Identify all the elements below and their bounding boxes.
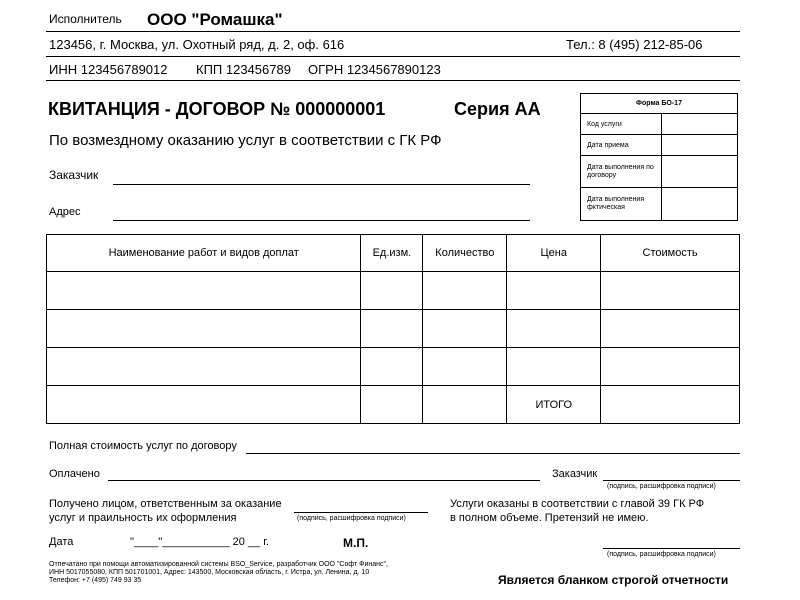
- services-table: [46, 234, 740, 424]
- executor-label: Исполнитель: [49, 12, 122, 26]
- services-line2: в полном объеме. Претензий не имею.: [450, 512, 649, 524]
- divider: [46, 31, 740, 32]
- header-unit: Ед.изм.: [361, 235, 423, 272]
- executor-kpp: КПП 123456789: [196, 62, 291, 77]
- executor-inn: ИНН 123456789012: [49, 62, 168, 77]
- header-quantity: Количество: [423, 235, 507, 272]
- divider: [46, 56, 740, 57]
- customer-sign-field-2[interactable]: [603, 548, 740, 549]
- sign-caption-right: (подпись, расшифровка подписи): [607, 551, 716, 558]
- header-price: Цена: [507, 235, 601, 272]
- form-row-label: Дата выполнения фктическая: [587, 196, 645, 211]
- paid-field[interactable]: [108, 480, 540, 481]
- executor-name: ООО "Ромашка": [147, 10, 283, 29]
- full-cost-label: Полная стоимость услуг по договору: [49, 440, 237, 452]
- printed-line3: Телефон: +7 (495) 749 93 35: [49, 577, 142, 584]
- form-row-accept-date[interactable]: [581, 135, 737, 156]
- executor-address: 123456, г. Москва, ул. Охотный ряд, д. 2, оф. 616: [49, 37, 345, 52]
- header-cost: Стоимость: [601, 235, 740, 272]
- date-field[interactable]: "____"___________ 20 __ г.: [130, 536, 269, 548]
- receipt-title: КВИТАНЦИЯ - ДОГОВОР № 000000001: [48, 99, 386, 119]
- form-row-actual-date[interactable]: [581, 188, 737, 221]
- paid-label: Оплачено: [49, 468, 100, 480]
- sign-caption-mid: (подпись, расшифровка подписи): [297, 515, 406, 522]
- receipt-subtitle: По возмездному оказанию услуг в соответствии с ГК РФ: [49, 132, 442, 149]
- table-total-row[interactable]: [47, 386, 740, 424]
- address-field[interactable]: [113, 220, 530, 221]
- customer-label: Заказчик: [49, 168, 99, 182]
- table-row[interactable]: [47, 310, 740, 348]
- receipt-series: Серия АА: [454, 99, 541, 119]
- form-bo17-box: [580, 93, 738, 221]
- table-row[interactable]: [47, 348, 740, 386]
- customer-sign-field[interactable]: [603, 480, 740, 481]
- total-value-cell[interactable]: [601, 386, 740, 424]
- form-row-contract-date[interactable]: [581, 156, 737, 188]
- strict-report-label: Является бланком строгой отчетности: [498, 573, 729, 587]
- footer-customer-label: Заказчик: [552, 468, 598, 480]
- received-line1: Получено лицом, ответственным за оказание: [49, 498, 282, 510]
- full-cost-field[interactable]: [246, 453, 740, 454]
- sign-caption: (подпись, расшифровка подписи): [607, 483, 716, 490]
- received-line2: услуг и праильность их оформления: [49, 512, 237, 524]
- executor-phone: Тел.: 8 (495) 212-85-06: [566, 37, 703, 52]
- responsible-sign-field[interactable]: [294, 512, 428, 513]
- form-box-title: Форма БО-17: [581, 94, 737, 114]
- services-line1: Услуги оказаны в соответствии с главой 39 ГК РФ: [450, 498, 705, 510]
- total-label: ИТОГО: [507, 386, 601, 424]
- form-row-label: Код услуги: [587, 121, 622, 128]
- printed-line2: ИНН 5017055080, КПП 501701001, Адрес: 143500, Московская область, г. Истра, ул. Ленина, д. 10: [49, 569, 370, 576]
- form-row-service-code[interactable]: [581, 114, 737, 135]
- header-work-name: Наименование работ и видов доплат: [47, 235, 361, 272]
- divider: [46, 80, 740, 81]
- customer-field[interactable]: [113, 184, 530, 185]
- address-label: Адрес: [49, 206, 81, 218]
- date-label: Дата: [49, 536, 74, 548]
- form-row-label: Дата приема: [587, 142, 629, 149]
- stamp-label: М.П.: [343, 536, 369, 550]
- table-header-row: [47, 235, 740, 272]
- form-row-label: Дата выполнения по договору: [587, 164, 654, 179]
- table-row[interactable]: [47, 272, 740, 310]
- printed-line1: Отпечатано при помощи автоматизированной системы BSO_Service, разработчик ООО "Софт Финанс",: [49, 561, 388, 568]
- executor-ogrn: ОГРН 1234567890123: [308, 62, 441, 77]
